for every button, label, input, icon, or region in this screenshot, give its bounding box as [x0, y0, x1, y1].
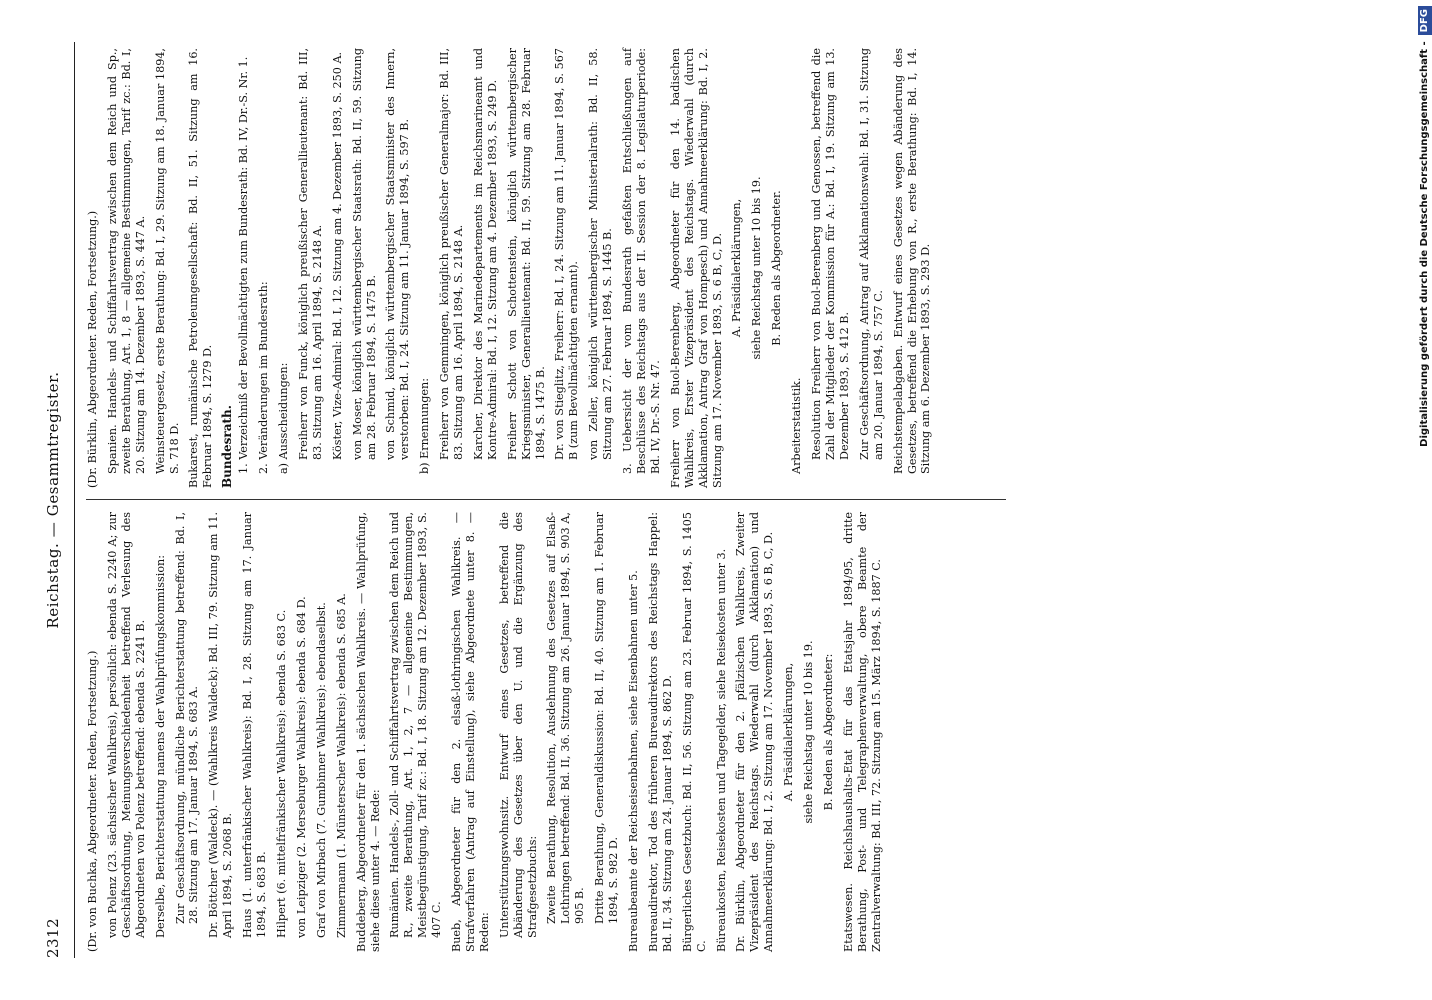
- index-entry: Bürgerliches Gesetzbuch: Bd. II, 56. Sitzung am 23. Februar 1894, S. 1405 C.: [680, 512, 708, 952]
- index-entry: Reichstempelabgaben. Entwurf eines Gesetzes wegen Abänderung des Gesetzes, betreffend die Erhebung von R., erste Berathung: Bd. I, 14. Sitzung am 6. Dezember 1893, S. 293 D.: [891, 48, 933, 474]
- index-entry: von Moser, königlich württembergischer Staatsrath: Bd. II, 59. Sitzung am 28. Februar 1894, S. 1475 B.: [350, 48, 378, 460]
- dfg-logo: DFG: [1418, 6, 1432, 35]
- index-entry: Dr. Böttcher (Waldeck). — (Wahlkreis Waldeck): Bd. III, 79. Sitzung am 11. April 1894, S. 2068 B.: [207, 512, 235, 938]
- credit-text: Digitalisierung gefördert durch die Deutsche Forschungsgemeinschaft -: [1419, 41, 1430, 447]
- index-entry: von Zeller, königlich württembergischer Ministerialrath: Bd. II, 58. Sitzung am 27. Februar 1894, S. 1445 B.: [587, 48, 615, 460]
- index-entry: Freiherr Schott von Schottenstein, königlich württembergischer Kriegsminister, Generallieutenant: Bd. II, 59. Sitzung am 28. Februar 1894, S. 1475 B.: [505, 48, 547, 460]
- index-entry: Karcher, Direktor des Marinedepartements im Reichsmarineamt und Kontre-Admiral: Bd. I, 12. Sitzung am 4. Dezember 1893, S. 249 D.: [471, 48, 499, 460]
- index-entry: Haus (1. unterfränkischer Wahlkreis): Bd. I, 28. Sitzung am 17. Januar 1894, S. 683 B.: [241, 512, 269, 938]
- index-entry: von Polenz (23. sächsischer Wahlkreis), persönlich: ebenda S. 2240 A; zur Geschäftsordnung, Meinungsverschiedenheit betreffend Verlesung des Abgeordneten von Polenz betreffend: ebenda S. 2241 B.: [105, 512, 147, 938]
- index-entry: Zimmermann (1. Münsterscher Wahlkreis): ebenda S. 685 A.: [334, 593, 348, 938]
- header-rule: [74, 42, 75, 958]
- left-column: [86, 512, 890, 952]
- index-entry: 1. Verzeichniß der Bevollmächtigten zum Bundesrath: Bd. IV, Dr.-S. Nr. 1.: [237, 56, 251, 474]
- page-header: [44, 42, 72, 958]
- index-entry: Hilpert (6. mittelfränkischer Wahlkreis): ebenda S. 683 C.: [274, 609, 288, 938]
- index-entry: Derselbe, Berichterstattung namens der Wahlprüfungskommission:: [153, 554, 167, 938]
- index-entry: Dr. Bürklin, Abgeordneter für den 2. pfälzischen Wahlkreis, Zweiter Vizepräsident des Reichstags. Wiederwahl (durch Akklamation) und Annahmeerklärung: Bd. I, 2. Sitzung am 17. November 1893, S. 6 B, C, D.: [734, 512, 776, 952]
- index-entry: Bundesrath.: [220, 405, 235, 488]
- index-entry: von Leipziger (2. Merseburger Wahlkreis): ebenda S. 684 D.: [294, 596, 308, 938]
- index-entry: Unterstützungswohnsitz. Entwurf eines Gesetzes, betreffend die Abänderung des Gesetzes über den U. und die Ergänzung des Strafgesetzbuchs:: [497, 512, 539, 938]
- index-entry: A. Präsidialerklärungen,: [730, 198, 744, 338]
- index-entry: (Dr. Bürklin, Abgeordneter. Reden, Fortsetzung.): [86, 210, 99, 488]
- index-entry: Zur Geschäftsordnung, mündliche Berichterstattung betreffend: Bd. I, 28. Sitzung am 17. Januar 1894, S. 683 A.: [173, 512, 201, 924]
- index-entry: Zweite Berathung, Resolution, Ausdehnung des Gesetzes auf Elsaß-Lothringen betreffend: Bd. II, 36. Sitzung am 26. Januar 1894, S. 903 A, 905 B.: [545, 512, 587, 924]
- index-entry: 3. Uebersicht der vom Bundesrath gefaßten Entschließungen auf Beschlüsse des Reichstags aus der II. Session der 8. Legislaturperiode: Bd. IV, Dr.-S. Nr. 47.: [621, 48, 662, 474]
- column-divider: [86, 499, 1006, 500]
- index-entry: Bukarest, rumänische Petroleumgesellschaft: Bd. II, 51. Sitzung am 16. Februar 1894, S. 1279 D.: [187, 48, 215, 488]
- index-entry: Graf von Mirbach (7. Gumbinner Wahlkreis): ebendaselbst.: [314, 602, 328, 938]
- index-entry: Arbeiterstatistik.: [790, 377, 804, 474]
- index-entry: Weinsteuergesetz, erste Berathung: Bd. I, 29. Sitzung am 18. Januar 1894, S. 718 D.: [153, 48, 181, 474]
- digitization-credit: [1418, 6, 1432, 994]
- index-entry: a) Ausscheidungen:: [276, 362, 290, 474]
- index-entry: siehe Reichstag unter 10 bis 19.: [750, 176, 764, 360]
- index-entry: 2. Veränderungen im Bundesrath:: [257, 281, 271, 474]
- index-entry: Bureaudirektor, Tod des früheren Bureaudirektors des Reichstags Happel: Bd. II, 34. Sitzung am 24. Januar 1894, S. 862 D.: [646, 512, 674, 952]
- index-entry: siehe Reichstag unter 10 bis 19.: [802, 640, 816, 824]
- index-entry: Buddeberg, Abgeordneter für den 1. sächsischen Wahlkreis. — Wahlprüfung, siehe diese unter 4. — Rede:: [354, 512, 382, 952]
- page-number: 2312: [44, 917, 62, 958]
- index-entry: Freiherr von Funck, königlich preußischer Generallieutenant: Bd. III, 83. Sitzung am 16. April 1894, S. 2148 A.: [296, 48, 324, 460]
- index-entry: Zur Geschäftsordnung, Antrag auf Akklamationswahl: Bd. I, 31. Sitzung am 20. Januar 1894, S. 757 C.: [857, 48, 885, 460]
- index-entry: b) Ernennungen:: [418, 377, 432, 474]
- index-entry: Bureaubeamte der Reichseisenbahnen, siehe Eisenbahnen unter 5.: [627, 570, 640, 952]
- index-entry: Freiherr von Buol-Berenberg, Abgeordneter für den 14. badischen Wahlkreis, Erster Vizepräsident des Reichstags. Wiederwahl (durch Akklamation, Antrag Graf von Hompesch) und Annahmeerklärung: Bd. I, 2. Sitzung am 17. November 1893, S. 6 B, C, D.: [668, 48, 724, 488]
- index-entry: A. Präsidialerklärungen,: [782, 662, 796, 802]
- right-column: [86, 48, 939, 488]
- index-entry: Köster, Vize-Admiral: Bd. I, 12. Sitzung am 4. Dezember 1893, S. 250 A.: [330, 51, 344, 460]
- index-entry: von Schmid, königlich württembergischer Staatsminister des Innern, verstorben: Bd. I, 24. Sitzung am 11. Januar 1894, S. 597 B.: [384, 48, 412, 460]
- index-entry: Dritte Berathung, Generaldiskussion: Bd. II, 40. Sitzung am 1. Februar 1894, S. 982 D.: [593, 512, 621, 924]
- index-entry: Rumänien. Handels-, Zoll- und Schiffahrtsvertrag zwischen dem Reich und R., zweite Berathung, Art. 1, 2, 7 — allgemeine Bestimmungen, Meistbegünstigung, Tarif zc.: Bd. I, 18. Sitzung am 12. Dezember 1893, S. 407 C.: [388, 512, 444, 938]
- index-entry: Freiherr von Gemmingen, königlich preußischer Generalmajor: Bd. III, 83. Sitzung am 16. April 1894, S. 2148 A.: [438, 48, 466, 460]
- index-entry: Etatswesen. Reichshaushalts-Etat für das Etatsjahr 1894/95, dritte Berathung, Post- und Telegraphenverwaltung, obere Beamte der Zentralverwaltung: Bd. III, 72. Sitzung am 15. März 1894, S. 1887 C.: [841, 512, 883, 952]
- index-entry: Büreaukosten, Reisekosten und Tagegelder, siehe Reisekosten unter 3.: [714, 548, 728, 952]
- index-entry: Bueb, Abgeordneter für den 2. elsaß-lothringischen Wahlkreis. — Strafverfahren (Antrag auf Einstellung), siehe Abgeordnete unter 8. — Reden:: [450, 512, 491, 952]
- index-entry: Dr. von Stieglitz, Freiherr: Bd. I, 24. Sitzung am 11. Januar 1894, S. 567 B (zum Bevollmächtigten ernannt).: [553, 48, 581, 460]
- running-title: Reichstag. — Gesammtregister.: [44, 371, 62, 629]
- index-entry: (Dr. von Buchka, Abgeordneter. Reden, Fortsetzung.): [86, 650, 99, 952]
- index-entry: B. Reden als Abgeordneter.: [770, 190, 784, 346]
- index-entry: B. Reden als Abgeordneter:: [821, 653, 835, 811]
- index-entry: Spanien. Handels- und Schiffahrtsvertrag zwischen dem Reich und Sp., zweite Berathung, Art. 1, 8 — allgemeine Bestimmungen, Tarif zc.: Bd. I, 20. Sitzung am 14. Dezember 1893, S. 447 A.: [105, 48, 147, 474]
- index-entry: Resolution Freiherr von Buol-Berenberg und Genossen, betreffend die Zahl der Mitglieder der Kommission für A.: Bd. I, 19. Sitzung am 13. Dezember 1893, S. 412 B.: [810, 48, 851, 460]
